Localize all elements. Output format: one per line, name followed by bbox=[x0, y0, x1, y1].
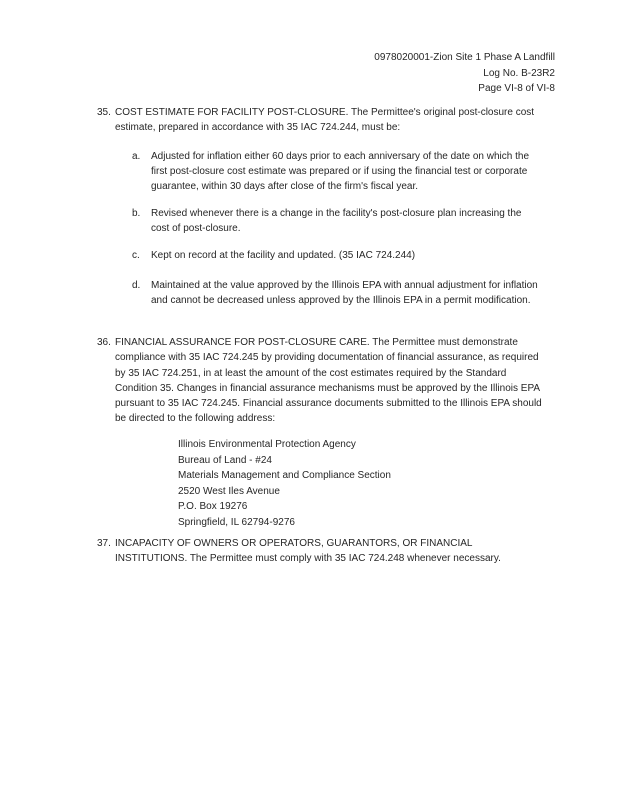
mailing-address bbox=[178, 437, 391, 530]
header-log-number: Log No. B-23R2 bbox=[483, 67, 555, 79]
page-header bbox=[374, 50, 555, 97]
item-text: Revised whenever there is a change in the facility's post-closure plan increasing the cost of post-closure. bbox=[151, 208, 522, 235]
condition-number: 35. bbox=[97, 107, 111, 118]
condition-text: FINANCIAL ASSURANCE FOR POST-CLOSURE CARE. The Permittee must demonstrate compliance with 35 IAC 724.245 by providing documentation of financial assurance, as required by 35 IAC 724.251, in at least the amount of the cost estimates required by the Standard Condition 35. Changes in financial assurance mechanisms must be approved by the Illinois EPA pursuant to 35 IAC 724.245. Financial assurance documents submitted to the Illinois EPA should be directed to the following address: bbox=[115, 337, 542, 425]
address-line: Illinois Environmental Protection Agency bbox=[178, 439, 356, 450]
item-text: Adjusted for inflation either 60 days prior to each anniversary of the date on which the first post-closure cost estimate was prepared or if using the financial test or corporate guarantee, within 30 days after close of the firm's fiscal year. bbox=[151, 151, 530, 193]
item-letter: c. bbox=[132, 250, 140, 261]
address-line: Bureau of Land - #24 bbox=[178, 454, 272, 466]
condition-number: 37. bbox=[97, 538, 111, 549]
condition-number: 36. bbox=[97, 337, 111, 348]
address-line: Springfield, IL 62794-9276 bbox=[178, 516, 295, 528]
item-letter: b. bbox=[132, 208, 141, 219]
item-text: Maintained at the value approved by the Illinois EPA with annual adjustment for inflation and cannot be decreased unless approved by the Illinois EPA in a permit modification. bbox=[151, 280, 538, 307]
item-letter: a. bbox=[132, 151, 141, 162]
condition-text: INCAPACITY OF OWNERS OR OPERATORS, GUARANTORS, OR FINANCIAL INSTITUTIONS. The Permittee must comply with 35 IAC 724.248 whenever necessary. bbox=[115, 538, 501, 565]
item-text: Kept on record at the facility and updated. (35 IAC 724.244) bbox=[151, 250, 416, 261]
address-line: Materials Management and Compliance Section bbox=[178, 470, 391, 481]
item-letter: d. bbox=[132, 280, 141, 291]
address-line: P.O. Box 19276 bbox=[178, 501, 248, 512]
address-line: 2520 West Iles Avenue bbox=[178, 485, 280, 497]
condition-text: COST ESTIMATE FOR FACILITY POST-CLOSURE. The Permittee's original post-closure cost estimate, prepared in accordance with 35 IAC 724.244, must be: bbox=[115, 107, 535, 134]
header-document-id: 0978020001-Zion Site 1 Phase A Landfill bbox=[374, 52, 555, 63]
header-page-number: Page VI-8 of VI-8 bbox=[478, 83, 555, 94]
